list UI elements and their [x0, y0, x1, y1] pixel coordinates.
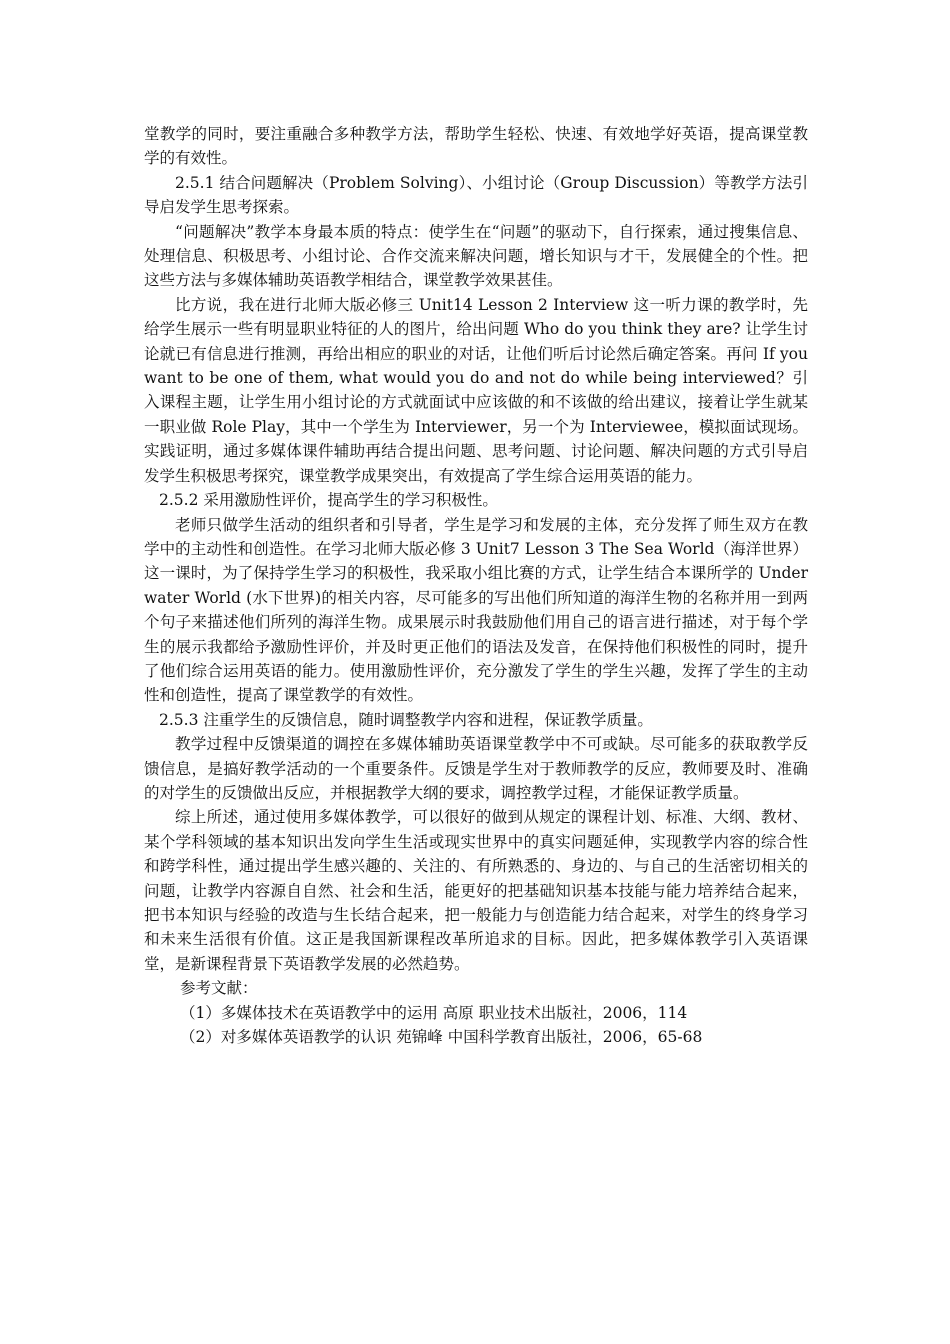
paragraph-continuation: 堂教学的同时，要注重融合多种教学方法，帮助学生轻松、快速、有效地学好英语，提高课堂教学的有效性。 [144, 125, 808, 168]
heading-2-5-3: 2.5.3 注重学生的反馈信息，随时调整教学内容和进程，保证教学质量。 [159, 710, 653, 729]
paragraph-conclusion: 综上所述，通过使用多媒体教学，可以很好的做到从规定的课程计划、标准、大纲、教材、某个学科领域的基本知识出发向学生生活或现实世界中的真实问题延伸，实现教学内容的综合性和跨学科性，通过提出学生感兴趣的、关注的、有所熟悉的、身边的、与自己的生活密切相关的问题，让教学内容源自自然、社会和生活，能更好的把基础知识基本技能与能力培养结合起来，把书本知识与经验的改造与生长结合起来，把一般能力与创造能力结合起来，对学生的终身学习和未来生活很有价值。这正是我国新课程改革所追求的目标。因此，把多媒体教学引入英语课堂，是新课程背景下英语教学发展的必然趋势。 [144, 808, 808, 973]
paragraph-feedback: 教学过程中反馈渠道的调控在多媒体辅助英语课堂教学中不可或缺。尽可能多的获取教学反馈信息，是搞好教学活动的一个重要条件。反馈是学生对于教师教学的反应，教师要及时、准确的对学生的反馈做出反应，并根据教学大纲的要求，调控教学过程，才能保证教学质量。 [144, 735, 808, 802]
paragraph-problem-solving: “问题解决”教学本身最本质的特点：使学生在“问题”的驱动下，自行探索，通过搜集信息、处理信息、积极思考、小组讨论、合作交流来解决问题，增长知识与才干，发展健全的个性。把这些方法与多媒体辅助英语教学相结合，课堂教学效果甚佳。 [144, 222, 808, 290]
paragraph-motivational-evaluation: 老师只做学生活动的组织者和引导者，学生是学习和发展的主体，充分发挥了师生双方在教学中的主动性和创造性。在学习北师大版必修 3 Unit7 Lesson 3 The Sea World（海洋世界）这一课时，为了保持学生学习的积极性，我采取小组比赛的方式，让学生结合本课所学的 Underwater World (水下世界)的相关内容，尽可能多的写出他们所知道的海洋生物的名称并用一到两个句子来描述他们所列的海洋生物。成果展示时我鼓励他们用自己的语言进行描述，对于每个学生的展示我都给予激励性评价，并及时更正他们的语法及发音，在保持他们积极性的同时，提升了他们综合运用英语的能力。使用激励性评价，充分激发了学生的学生兴趣，发挥了学生的主动性和创造性，提高了课堂教学的有效性。 [144, 515, 808, 705]
references-label: 参考文献： [180, 979, 258, 998]
heading-2-5-2: 2.5.2 采用激励性评价，提高学生的学习积极性。 [159, 491, 498, 510]
heading-2-5-1: 2.5.1 结合问题解决（Problem Solving）、小组讨论（Group Discussion）等教学方法引导启发学生思考探索。 [144, 173, 808, 217]
reference-item-1: （1）多媒体技术在英语教学中的运用 高原 职业技术出版社，2006，114 [180, 1003, 688, 1022]
reference-item-2: （2）对多媒体英语教学的认识 苑锦峰 中国科学教育出版社，2006，65-68 [180, 1028, 703, 1047]
document-body [144, 122, 808, 1049]
paragraph-example-interview: 比方说，我在进行北师大版必修三 Unit14 Lesson 2 Interview 这一听力课的教学时，先给学生展示一些有明显职业特征的人的图片，给出问题 Who do you think they are? 让学生讨论就已有信息进行推测，再给出相应的职业的对话，让他们听后讨论然后确定答案。再问 If you want to be one of them, what would you do and not do while being interviewed？引入课程主题，让学生用小组讨论的方式就面试中应该做的和不该做的给出建议，接着让学生就某一职业做 Role Play，其中一个学生为 Interviewer，另一个为 Interviewee，模拟面试现场。实践证明，通过多媒体课件辅助再结合提出问题、思考问题、讨论问题、解决问题的方式引导启发学生积极思考探究，课堂教学成果突出，有效提高了学生综合运用英语的能力。 [144, 295, 808, 485]
